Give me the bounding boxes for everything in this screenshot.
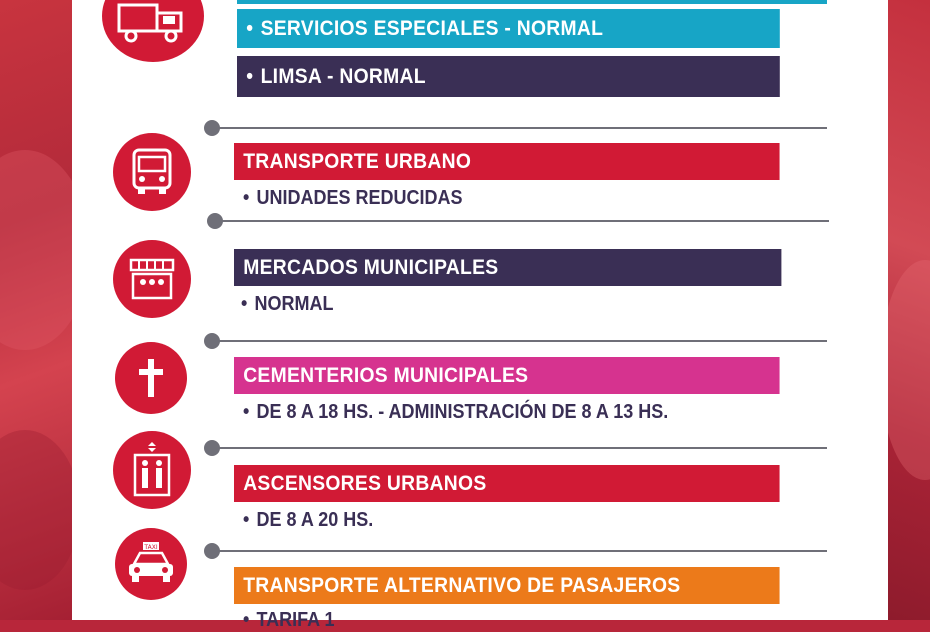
transporte-alternativo-detail xyxy=(243,609,335,632)
elevator-icon xyxy=(132,442,172,498)
mercados-detail xyxy=(241,293,334,316)
bullet: • xyxy=(243,609,250,631)
transporte-urbano-detail xyxy=(243,187,463,210)
bullet: • xyxy=(241,293,248,315)
mercados-bar xyxy=(234,249,781,286)
separator-line xyxy=(212,447,827,449)
bus-icon-badge xyxy=(113,133,191,211)
market-stall-icon xyxy=(127,256,177,302)
limsa-text: LIMSA - NORMAL xyxy=(260,64,426,88)
market-stall-icon-badge xyxy=(113,240,191,318)
cementerios-title: CEMENTERIOS MUNICIPALES xyxy=(243,363,529,387)
transporte-urbano-title: TRANSPORTE URBANO xyxy=(243,149,472,173)
transporte-alternativo-bar xyxy=(234,567,780,604)
taxi-icon-badge xyxy=(115,528,187,600)
transporte-urbano-detail-text: UNIDADES REDUCIDAS xyxy=(256,187,463,209)
mercados-detail-text: NORMAL xyxy=(254,293,334,315)
ascensores-detail xyxy=(243,509,373,532)
separator-line xyxy=(212,340,827,342)
bullet: • xyxy=(246,16,254,40)
cross-icon xyxy=(136,357,166,399)
top-bar-edge xyxy=(237,0,827,4)
transporte-urbano-bar xyxy=(234,143,780,180)
ascensores-detail-text: DE 8 A 20 HS. xyxy=(256,509,374,531)
cementerios-detail-text: DE 8 A 18 HS. - ADMINISTRACIÓN DE 8 A 13 HS. xyxy=(256,401,669,423)
transporte-alternativo-detail-text: TARIFA 1 xyxy=(256,609,335,631)
limsa-bar xyxy=(237,56,780,97)
separator-line xyxy=(215,220,829,222)
transporte-alternativo-title: TRANSPORTE ALTERNATIVO DE PASAJEROS xyxy=(243,573,681,597)
cementerios-detail xyxy=(243,401,668,424)
bullet: • xyxy=(243,187,250,209)
taxi-icon xyxy=(124,542,178,586)
cross-icon-badge xyxy=(115,342,187,414)
bullet: • xyxy=(243,401,250,423)
servicios-especiales-text: SERVICIOS ESPECIALES - NORMAL xyxy=(260,16,604,40)
bullet: • xyxy=(246,64,254,88)
garbage-truck-icon xyxy=(115,0,191,45)
ascensores-bar xyxy=(234,465,780,502)
separator-line xyxy=(212,127,827,129)
mercados-title: MERCADOS MUNICIPALES xyxy=(243,255,499,279)
servicios-especiales-bar xyxy=(237,9,780,48)
ascensores-title: ASCENSORES URBANOS xyxy=(243,471,487,495)
separator-line xyxy=(212,550,827,552)
taxi-label: TAXI xyxy=(144,544,158,551)
bullet: • xyxy=(243,509,250,531)
cementerios-bar xyxy=(234,357,780,394)
bus-icon xyxy=(130,147,174,197)
elevator-icon-badge xyxy=(113,431,191,509)
